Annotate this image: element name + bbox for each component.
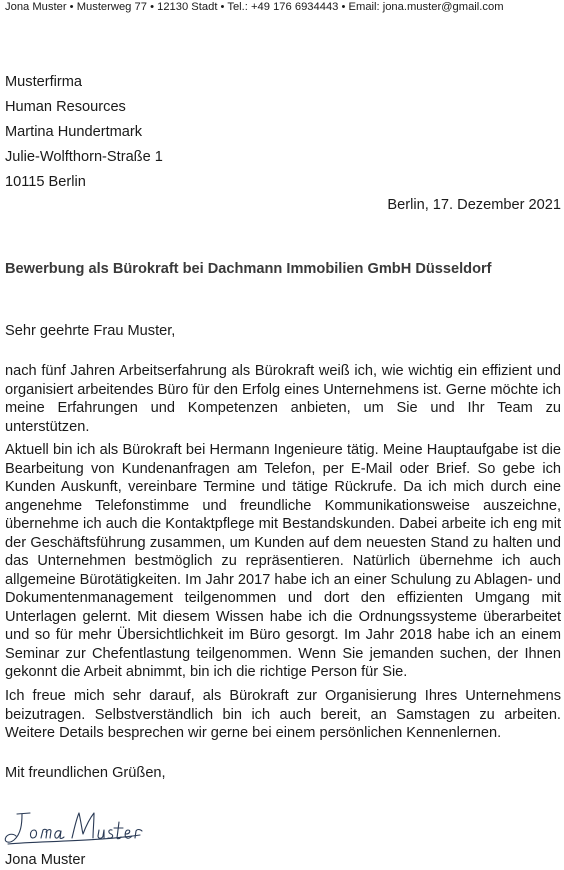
body-paragraph-1: nach fünf Jahren Arbeitserfahrung als Bürokraft weiß ich, wie wichtig ein effizient und organisiert arbeitendes Büro für den Erfolg eines Unternehmens ist. Gerne möchte ich meine Erfahrungen und Kompetenzen anbieten, um Sie und Ihr Team zu unterstützen. (5, 363, 561, 435)
signer-name: Jona Muster (5, 852, 86, 868)
recipient-city: 10115 Berlin (5, 174, 86, 190)
recipient-contact: Martina Hundertmark (5, 124, 143, 140)
recipient-company: Musterfirma (5, 74, 83, 90)
body-paragraph-3: Ich freue mich sehr darauf, als Bürokraft zur Organisierung Ihres Unternehmens beizutragen. Selbstverständlich bin ich auch bereit, an Samstagen zu arbeiten. Weitere Details besprechen wir gerne bei einem persönlichen Kennenlernen. (5, 688, 561, 741)
letter-date: Berlin, 17. Dezember 2021 (387, 197, 561, 213)
recipient-street: Julie-Wolfthorn-Straße 1 (5, 149, 163, 165)
salutation: Sehr geehrte Frau Muster, (5, 323, 176, 339)
closing-phrase: Mit freundlichen Grüßen, (5, 765, 166, 781)
recipient-address (5, 70, 163, 195)
sender-address-line: Jona Muster • Musterweg 77 • 12130 Stadt • Tel.: +49 176 6934443 • Email: jona.muster@gmail.com (5, 1, 504, 13)
letter-subject: Bewerbung als Bürokraft bei Dachmann Immobilien GmbH Düsseldorf (5, 261, 492, 277)
handwritten-signature (0, 800, 150, 850)
body-paragraph-2: Aktuell bin ich als Bürokraft bei Hermann Ingenieure tätig. Meine Hauptaufgabe ist die Bearbeitung von Kundenanfragen am Telefon, per E-Mail oder Brief. So gebe ich Kunden Auskunft, vereinbare Termine und tätige Rückrufe. Da ich mich durch eine angenehme Telefonstimme und freundliche Kommunikationsweise auszeichne, übernehme ich auch die Kontaktpflege mit Bestandskunden. Dabei arbeite ich eng mit der Geschäftsführung zusammen, um Kunden auf dem neuesten Stand zu halten und das Unternehmen bestmöglich zu repräsentieren. Natürlich übernehme ich auch allgemeine Bürotätigkeiten. Im Jahr 2017 habe ich an einer Schulung zu Ablagen- und Dokumentenmanagement teilgenommen und dort den effizienten Umgang mit Unterlagen gelernt. Mit diesem Wissen habe ich die Ordnungssysteme überarbeitet und so für mehr Übersichtlichkeit im Büro gesorgt. Im Jahr 2018 habe ich an einem Seminar zur Chefentlastung teilgenommen. Wenn Sie jemanden suchen, der Ihnen gekonnt die Arbeit abnimmt, bin ich die richtige Person für Sie. (5, 442, 561, 680)
recipient-department: Human Resources (5, 99, 126, 115)
